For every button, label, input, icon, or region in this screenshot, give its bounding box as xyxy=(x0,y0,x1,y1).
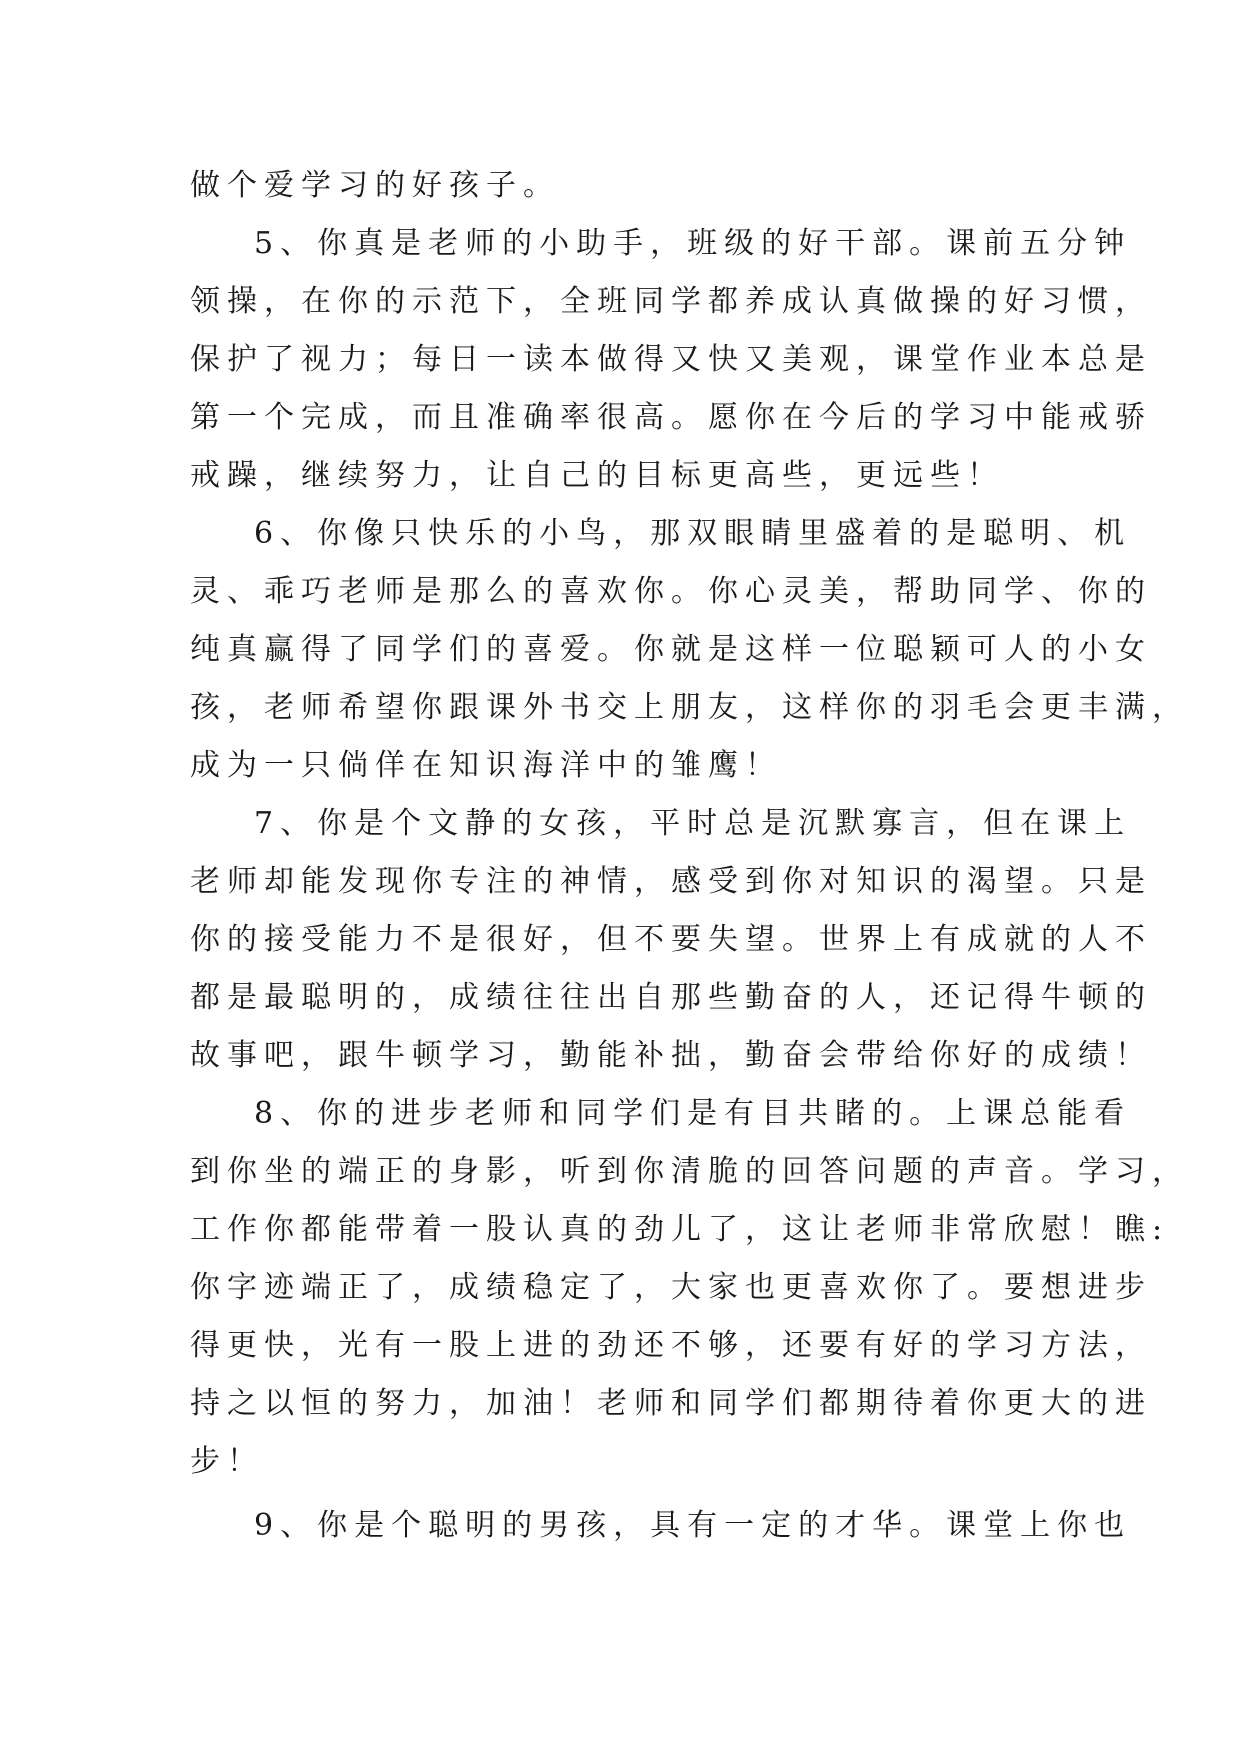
text-line: 纯真赢得了同学们的喜爱。你就是这样一位聪颖可人的小女 xyxy=(190,632,1152,667)
text-line: 持之以恒的努力，加油！老师和同学们都期待着你更大的进 xyxy=(190,1386,1152,1421)
text-line: 老师却能发现你专注的神情，感受到你对知识的渴望。只是 xyxy=(190,864,1152,899)
paragraph-5-start: 5、你真是老师的小助手，班级的好干部。课前五分钟 xyxy=(254,226,1132,261)
text-line: 故事吧，跟牛顿学习，勤能补拙，勤奋会带给你好的成绩！ xyxy=(190,1038,1152,1073)
text-line: 成为一只倘佯在知识海洋中的雏鹰！ xyxy=(190,748,782,783)
text-line: 工作你都能带着一股认真的劲儿了，这让老师非常欣慰！瞧: xyxy=(190,1212,1170,1247)
text-line: 孩，老师希望你跟课外书交上朋友，这样你的羽毛会更丰满， xyxy=(190,690,1189,725)
text-line: 第一个完成，而且准确率很高。愿你在今后的学习中能戒骄 xyxy=(190,400,1152,435)
text-line: 保护了视力；每日一读本做得又快又美观，课堂作业本总是 xyxy=(190,342,1152,377)
text-line: 戒躁，继续努力，让自己的目标更高些，更远些！ xyxy=(190,458,1004,493)
text-line: 步！ xyxy=(190,1444,264,1479)
text-line: 你的接受能力不是很好，但不要失望。世界上有成就的人不 xyxy=(190,922,1152,957)
text-line: 都是最聪明的，成绩往往出自那些勤奋的人，还记得牛顿的 xyxy=(190,980,1152,1015)
text-line: 你字迹端正了，成绩稳定了，大家也更喜欢你了。要想进步 xyxy=(190,1270,1152,1305)
text-line: 得更快，光有一股上进的劲还不够，还要有好的学习方法， xyxy=(190,1328,1152,1363)
paragraph-6-start: 6、你像只快乐的小鸟，那双眼睛里盛着的是聪明、机 xyxy=(254,516,1132,551)
paragraph-9-start: 9、你是个聪明的男孩，具有一定的才华。课堂上你也 xyxy=(254,1508,1132,1543)
text-line: 到你坐的端正的身影，听到你清脆的回答问题的声音。学习， xyxy=(190,1154,1189,1189)
text-line: 灵、乖巧老师是那么的喜欢你。你心灵美，帮助同学、你的 xyxy=(190,574,1152,609)
text-line: 领操，在你的示范下，全班同学都养成认真做操的好习惯， xyxy=(190,284,1152,319)
paragraph-7-start: 7、你是个文静的女孩，平时总是沉默寡言，但在课上 xyxy=(254,806,1132,841)
paragraph-8-start: 8、你的进步老师和同学们是有目共睹的。上课总能看 xyxy=(254,1096,1132,1131)
text-line: 做个爱学习的好孩子。 xyxy=(190,168,560,203)
